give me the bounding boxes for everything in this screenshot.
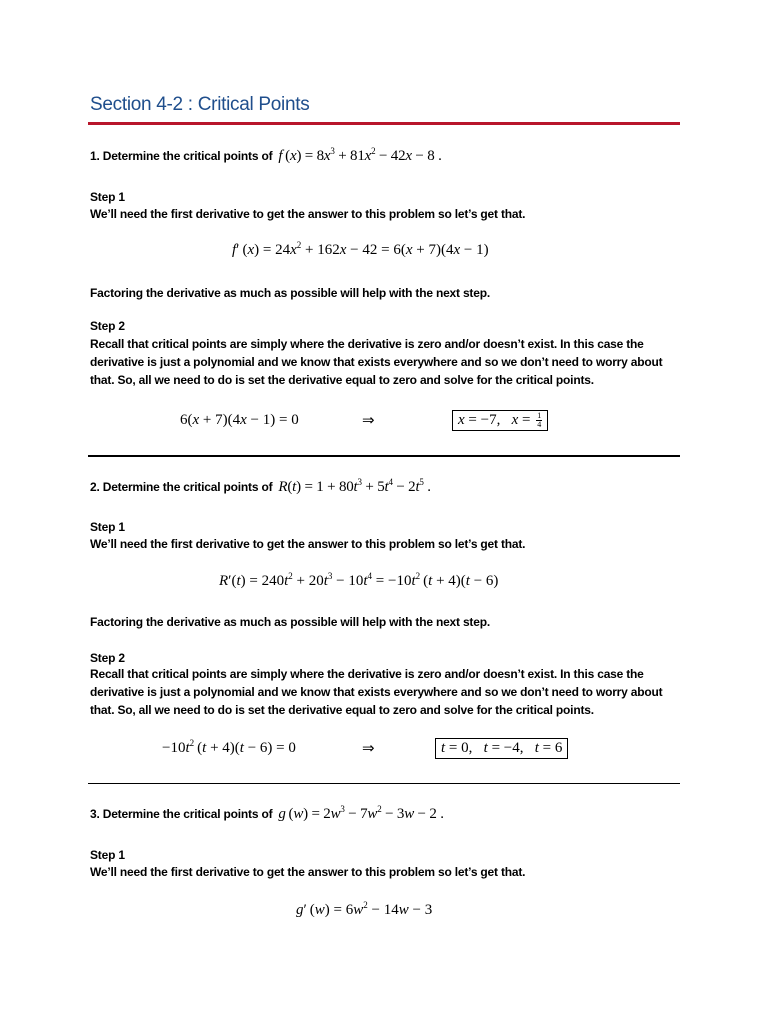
problem-1-function: f $(x) = 8x^3 + 81x^2 - 42x - 8$ . [278, 146, 442, 164]
problem-3-question-text: 3. Determine the critical points of [90, 807, 273, 821]
problem-1-step2-label: Step 2 [90, 319, 125, 333]
problem-1-step2-line: that. So, all we need to do is set the derivative equal to zero and solve for the critical points. [90, 373, 594, 387]
problem-1-equation: 6(x + 7)(4x − 1) = 0 [180, 412, 299, 428]
problem-1-question [90, 147, 442, 165]
problem-3-question [90, 805, 444, 823]
page-title: Section 4-2 : Critical Points [90, 94, 310, 115]
problem-2-derivative: $R'(t) = 240t^2 + 20t^3 - 10t^4 = -10t^2$ (t + 4)(t − 6) [219, 571, 499, 589]
title-underline [88, 122, 680, 125]
problem-2-step1-text: We’ll need the first derivative to get the answer to this problem so let’s get that. [90, 537, 526, 551]
problem-2-question [90, 478, 431, 496]
problem-3-function: g $(w) = 2w^3 - 7w^2 - 3w - 2$ . [278, 804, 444, 822]
problem-2-equation: $-10t^2$ (t + 4)(t − 6) = 0 [162, 738, 296, 756]
problem-1-derivative: f′ $(x) = 24x^2 + 162x - 42 = 6(x + 7)(4x - 1)$ [232, 240, 489, 258]
problem-3-derivative: g′ $(w) = 6w^2 - 14w - 3$ [296, 900, 433, 918]
problem-2-step2-label: Step 2 [90, 651, 125, 665]
problem-2-step1-label: Step 1 [90, 520, 125, 534]
problem-separator [88, 455, 680, 457]
problem-2-step2-line: derivative is just a polynomial and we know that exists everywhere and so we don’t need to worry about [90, 685, 663, 699]
problem-1-question-text: 1. Determine the critical points of [90, 149, 273, 163]
problem-3-step1-label: Step 1 [90, 848, 125, 862]
problem-2-question-text: 2. Determine the critical points of [90, 480, 273, 494]
problem-separator [88, 783, 680, 784]
problem-3-step1-text: We’ll need the first derivative to get the answer to this problem so let’s get that. [90, 865, 526, 879]
problem-1-step2-line: derivative is just a polynomial and we know that exists everywhere and so we don’t need to worry about [90, 355, 663, 369]
implies-arrow: ⇒ [362, 411, 375, 429]
problem-1-answer: x = −7, x = $\frac{1}{4}$ [452, 410, 548, 431]
problem-1-step1-text: We’ll need the first derivative to get the answer to this problem so let’s get that. [90, 207, 526, 221]
problem-1-step2-line: Recall that critical points are simply where the derivative is zero and/or doesn’t exist. In this case the [90, 337, 644, 351]
problem-2-function: $R(t) = 1 + 80t^3 + 5t^4 - 2t^5$ . [278, 477, 431, 495]
problem-1-step1-label: Step 1 [90, 190, 125, 204]
problem-2-answer: t = 0, t = −4, t = 6 [435, 738, 568, 759]
problem-2-step2-line: Recall that critical points are simply where the derivative is zero and/or doesn’t exist. In this case the [90, 667, 644, 681]
problem-2-factoring-note: Factoring the derivative as much as possible will help with the next step. [90, 615, 490, 629]
implies-arrow: ⇒ [362, 739, 375, 757]
problem-1-factoring-note: Factoring the derivative as much as possible will help with the next step. [90, 286, 490, 300]
problem-2-step2-line: that. So, all we need to do is set the derivative equal to zero and solve for the critical points. [90, 703, 594, 717]
